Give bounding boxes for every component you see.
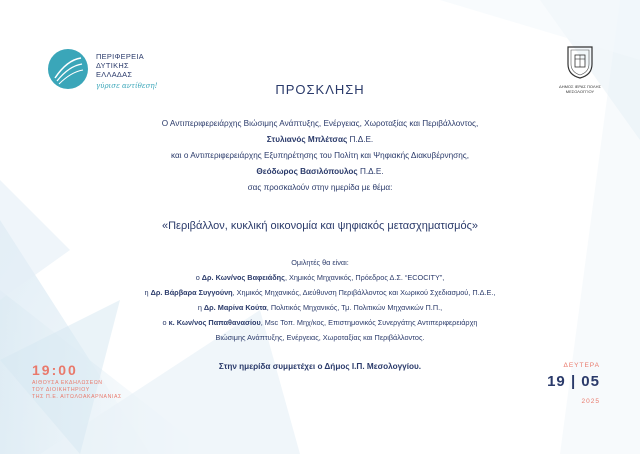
event-topic: «Περιβάλλον, κυκλική οικονομία και ψηφιακός μετασχηματισμός» xyxy=(162,220,478,232)
region-tagline: γύρισε αντίθεση! xyxy=(96,82,158,90)
intro-person-2 xyxy=(0,167,640,176)
speaker-details: , Msc Τοπ. Μηχ/κος, Επιστημονικός Συνεργάτης Αντιπεριφερειάρχη xyxy=(260,318,478,327)
speaker-4-continuation: Βιώσιμης Ανάπτυξης, Ενέργειας, Χωροταξίας και Περιβάλλοντος. xyxy=(215,333,425,342)
intro-line-1: Ο Αντιπεριφερειάρχης Βιώσιμης Ανάπτυξης, Ενέργειας, Χωροταξίας και Περιβάλλοντος, xyxy=(161,119,479,128)
person-2-name: Θεόδωρος Βασιλόπουλος xyxy=(256,167,358,176)
speaker-name: Δρ. Κων/νος Βαφειάδης xyxy=(201,273,285,282)
event-day: ΔΕΥΤΕΡΑ xyxy=(563,362,600,369)
venue-line: ΤΗΣ Π.Ε. ΑΙΤΩΛΟΑΚΑΡΝΑΝΙΑΣ xyxy=(32,394,122,400)
page-title: ΠΡΟΣΚΛΗΣΗ xyxy=(275,82,365,97)
event-date: 19 | 05 xyxy=(547,373,600,390)
region-name xyxy=(96,52,144,79)
closing-note: Στην ημερίδα συμμετέχει ο Δήμος Ι.Π. Μεσολογγίου. xyxy=(218,362,422,371)
person-1-suffix: Π.Δ.Ε. xyxy=(347,135,374,144)
person-1-name: Στυλιανός Μπλέτσας xyxy=(266,135,348,144)
seal-caption-line: ΜΕΣΟΛΟΓΓΙΟΥ xyxy=(565,89,595,94)
municipality-seal-icon xyxy=(565,44,595,80)
intro-person-1 xyxy=(0,135,640,144)
speaker-3 xyxy=(0,303,640,312)
speaker-prefix: η xyxy=(197,303,204,312)
intro-line-2: και ο Αντιπεριφερειάρχης Εξυπηρέτησης του Πολίτη και Ψηφιακής Διακυβέρνησης, xyxy=(171,151,469,160)
speaker-name: κ. Κων/νος Παπαθανασίου xyxy=(168,318,261,327)
speakers-heading: Ομιλητές θα είναι: xyxy=(291,258,349,267)
speaker-2 xyxy=(0,288,640,297)
speaker-4 xyxy=(0,318,640,327)
speaker-prefix: η xyxy=(144,288,151,297)
intro-line-3: σας προσκαλούν στην ημερίδα με θέμα: xyxy=(247,183,393,192)
region-name-line: ΠΕΡΙΦΕΡΕΙΑ xyxy=(96,52,144,61)
speaker-details: , Πολιτικός Μηχανικός, Τμ. Πολιτικών Μηχανικών Π.Π., xyxy=(266,303,443,312)
speaker-name: Δρ. Μαρίνα Κούτα xyxy=(203,303,267,312)
seal-caption-line: ΔΗΜΟΣ ΙΕΡΑΣ ΠΟΛΗΣ xyxy=(559,84,601,89)
region-name-line: ΕΛΛΑΔΑΣ xyxy=(96,70,133,79)
speaker-prefix: ο xyxy=(195,273,202,282)
person-2-suffix: Π.Δ.Ε. xyxy=(357,167,384,176)
region-name-line: ΔΥΤΙΚΗΣ xyxy=(96,61,129,70)
event-time: 19:00 xyxy=(32,362,78,378)
speaker-1 xyxy=(0,273,640,282)
speaker-details: , Χημικός Μηχανικός, Διεύθυνση Περιβάλλοντος και Χωρικού Σχεδιασμού, Π.Δ.Ε., xyxy=(232,288,496,297)
speaker-details: , Χημικός Μηχανικός, Πρόεδρος Δ.Σ. “ECOCITY”, xyxy=(284,273,445,282)
event-venue xyxy=(32,380,122,401)
venue-line: ΑΙΘΟΥΣΑ ΕΚΔΗΛΩΣΕΩΝ xyxy=(32,380,103,386)
speaker-prefix: ο xyxy=(162,318,169,327)
event-year: 2025 xyxy=(581,398,600,405)
speaker-name: Δρ. Βάρβαρα Συγγούνη xyxy=(150,288,233,297)
venue-line: ΤΟΥ ΔΙΟΙΚΗΤΗΡΙΟΥ xyxy=(32,387,90,393)
